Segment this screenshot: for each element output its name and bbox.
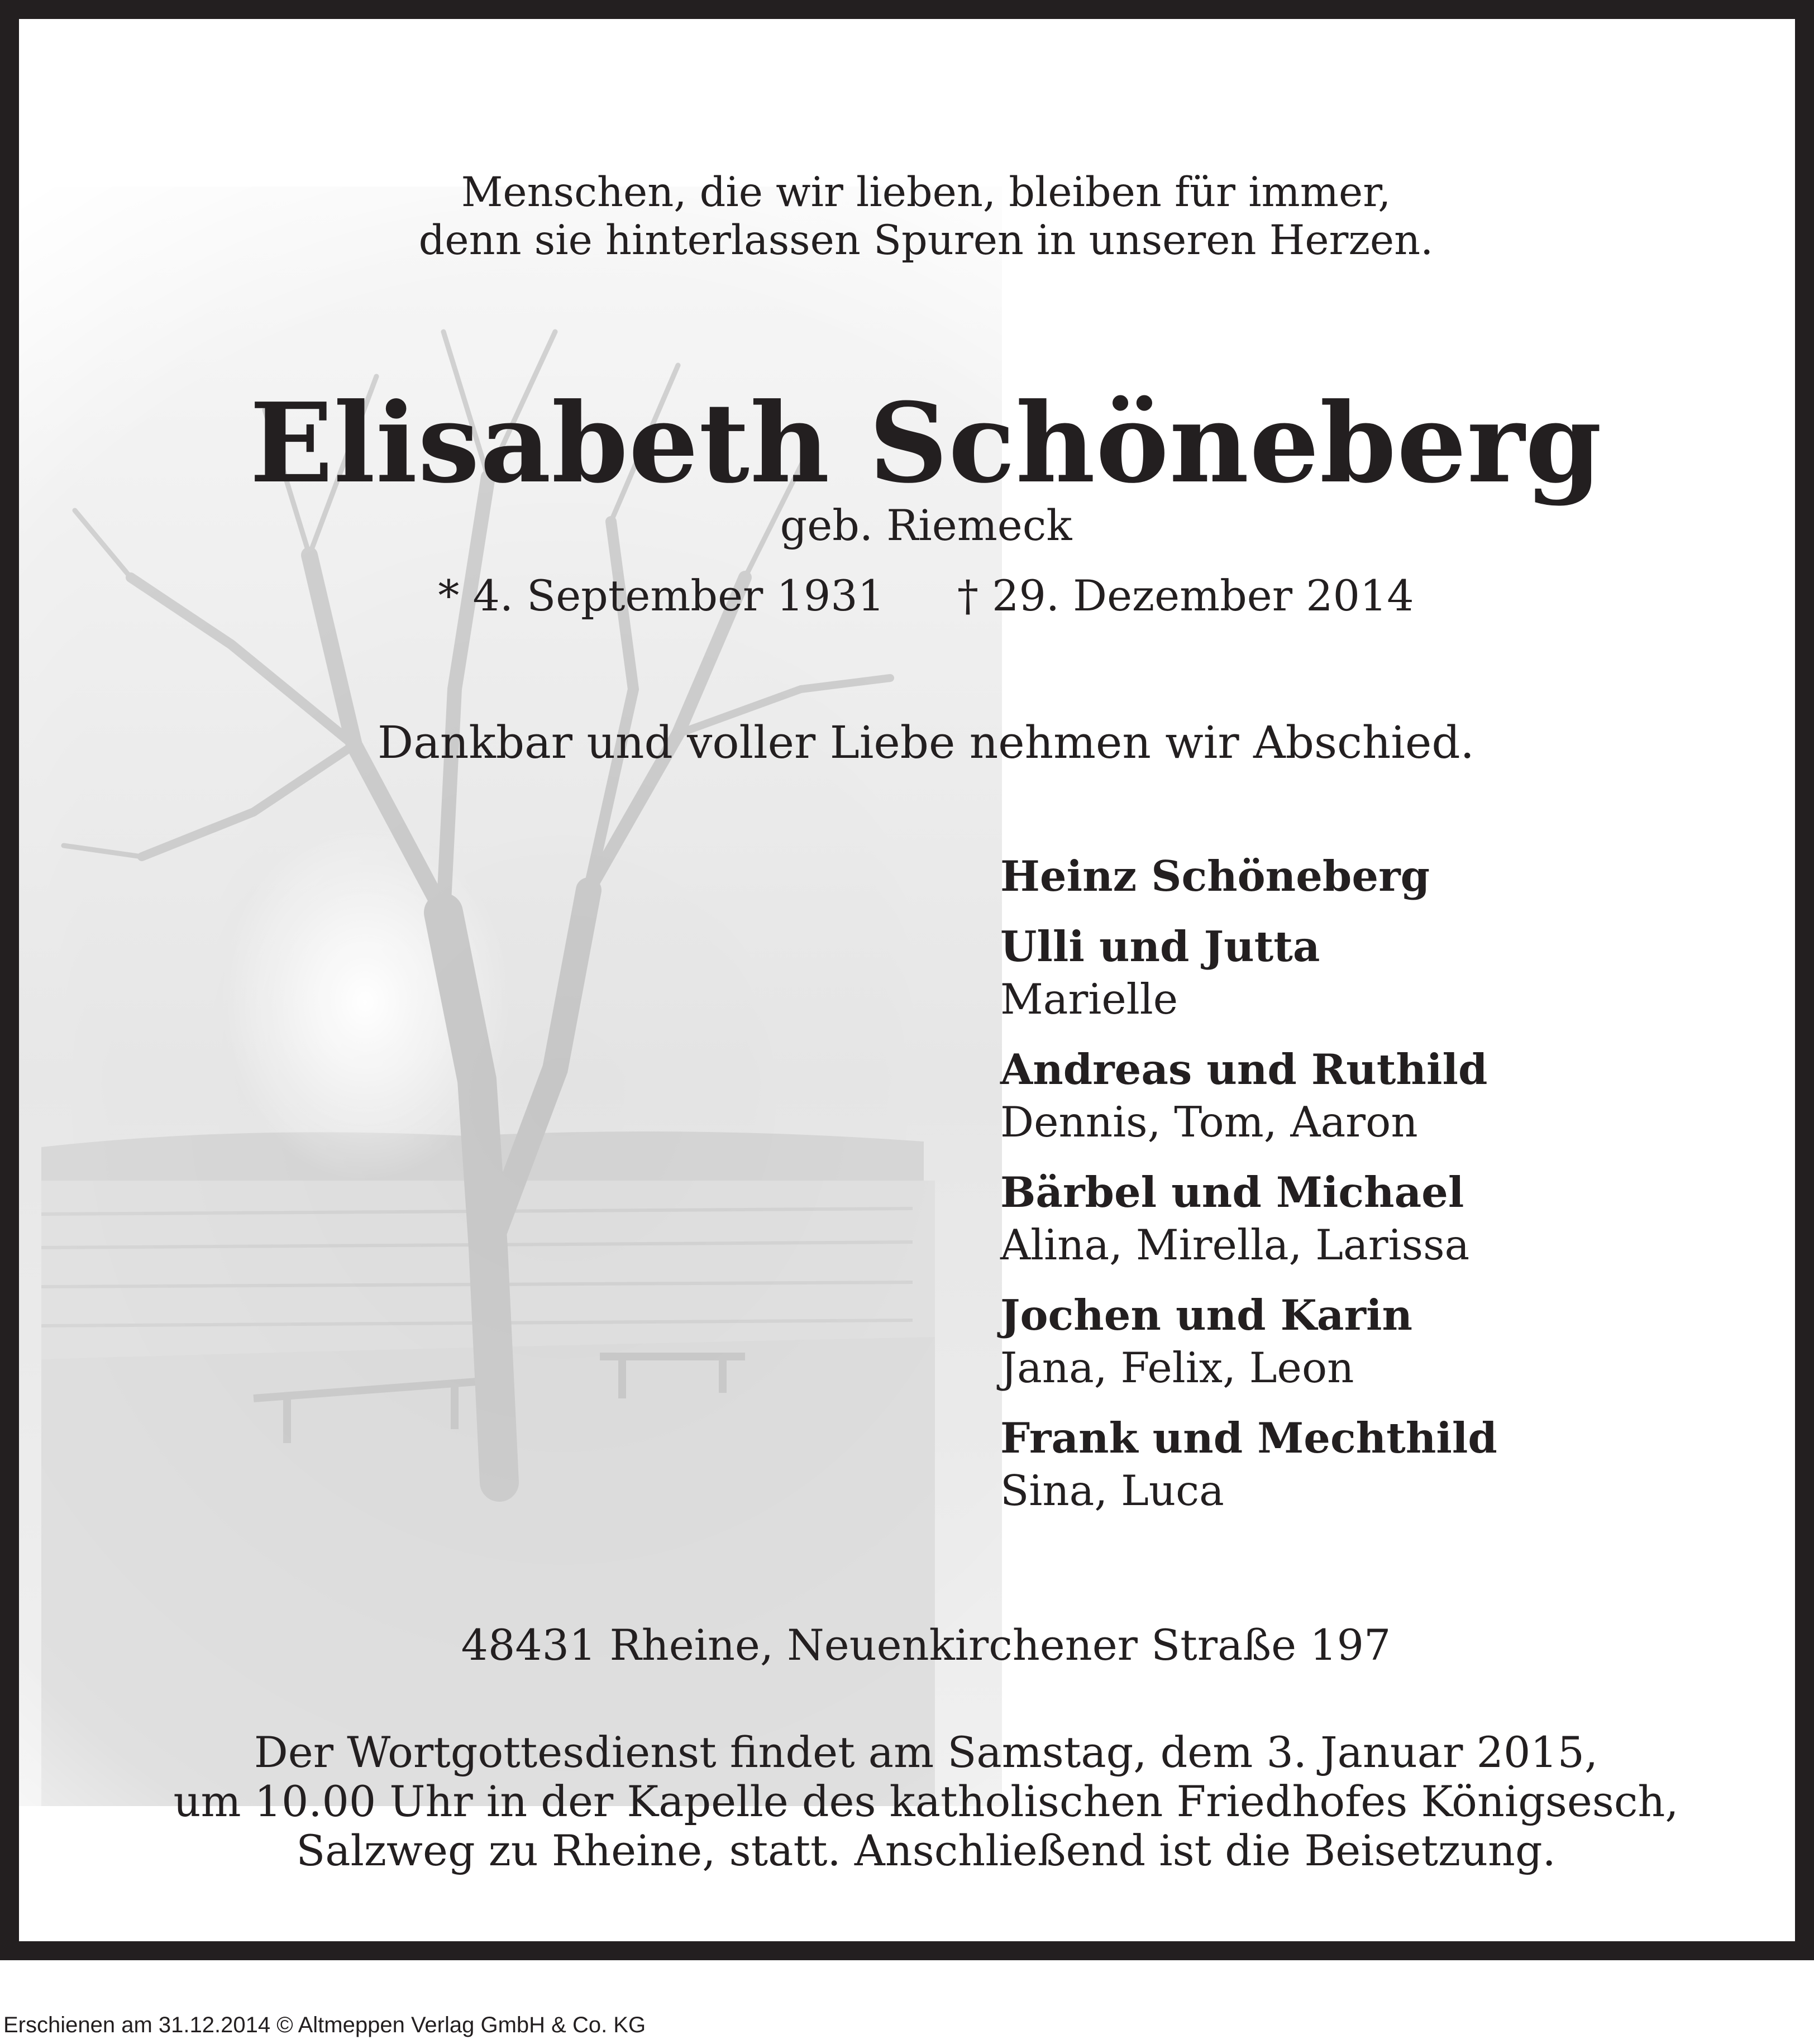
maiden-name: geb. Riemeck xyxy=(780,500,1072,550)
mourner-children: Jana, Felix, Leon xyxy=(1000,1343,1354,1392)
life-dates xyxy=(19,571,1814,621)
mourner-names: Jochen und Karin xyxy=(1000,1291,1412,1340)
service-line: um 10.00 Uhr in der Kapelle des katholischen Friedhofes Königsesch, xyxy=(173,1776,1679,1826)
mourner-children: Sina, Luca xyxy=(1000,1466,1224,1515)
mourner-group xyxy=(1000,850,1782,902)
mourner-group xyxy=(1000,1412,1782,1517)
motto-line: denn sie hinterlassen Spuren in unseren Herzen. xyxy=(418,217,1434,264)
mourner-group xyxy=(1000,1166,1782,1271)
death-date: † 29. Dezember 2014 xyxy=(957,571,1414,620)
birth-date: * 4. September 1931 xyxy=(438,571,885,620)
mourner-children: Alina, Mirella, Larissa xyxy=(1000,1220,1470,1269)
mourner-group xyxy=(1000,920,1782,1025)
mourner-names: Bärbel und Michael xyxy=(1000,1168,1464,1217)
service-line: Der Wortgottesdienst findet am Samstag, dem 3. Januar 2015, xyxy=(254,1727,1598,1777)
address: 48431 Rheine, Neuenkirchener Straße 197 xyxy=(461,1620,1391,1670)
mourner-group xyxy=(1000,1043,1782,1148)
mourner-names: Heinz Schöneberg xyxy=(1000,852,1430,901)
mourner-children: Marielle xyxy=(1000,975,1178,1024)
mourners-list xyxy=(1000,850,1782,1535)
mourner-group xyxy=(1000,1289,1782,1394)
deceased-name: Elisabeth Schöneberg xyxy=(249,379,1603,508)
motto xyxy=(19,169,1814,265)
mourner-children: Dennis, Tom, Aaron xyxy=(1000,1097,1418,1147)
publication-footer: Erschienen am 31.12.2014 © Altmeppen Verlag GmbH & Co. KG xyxy=(3,2013,646,2037)
service-line: Salzweg zu Rheine, statt. Anschließend ist die Beisetzung. xyxy=(296,1826,1556,1875)
mourner-names: Ulli und Jutta xyxy=(1000,922,1320,971)
farewell-text: Dankbar und voller Liebe nehmen wir Abschied. xyxy=(378,717,1474,768)
mourner-names: Andreas und Ruthild xyxy=(1000,1045,1488,1094)
service-info xyxy=(19,1728,1814,1875)
mourner-names: Frank und Mechthild xyxy=(1000,1413,1497,1463)
motto-line: Menschen, die wir lieben, bleiben für immer, xyxy=(461,169,1391,216)
